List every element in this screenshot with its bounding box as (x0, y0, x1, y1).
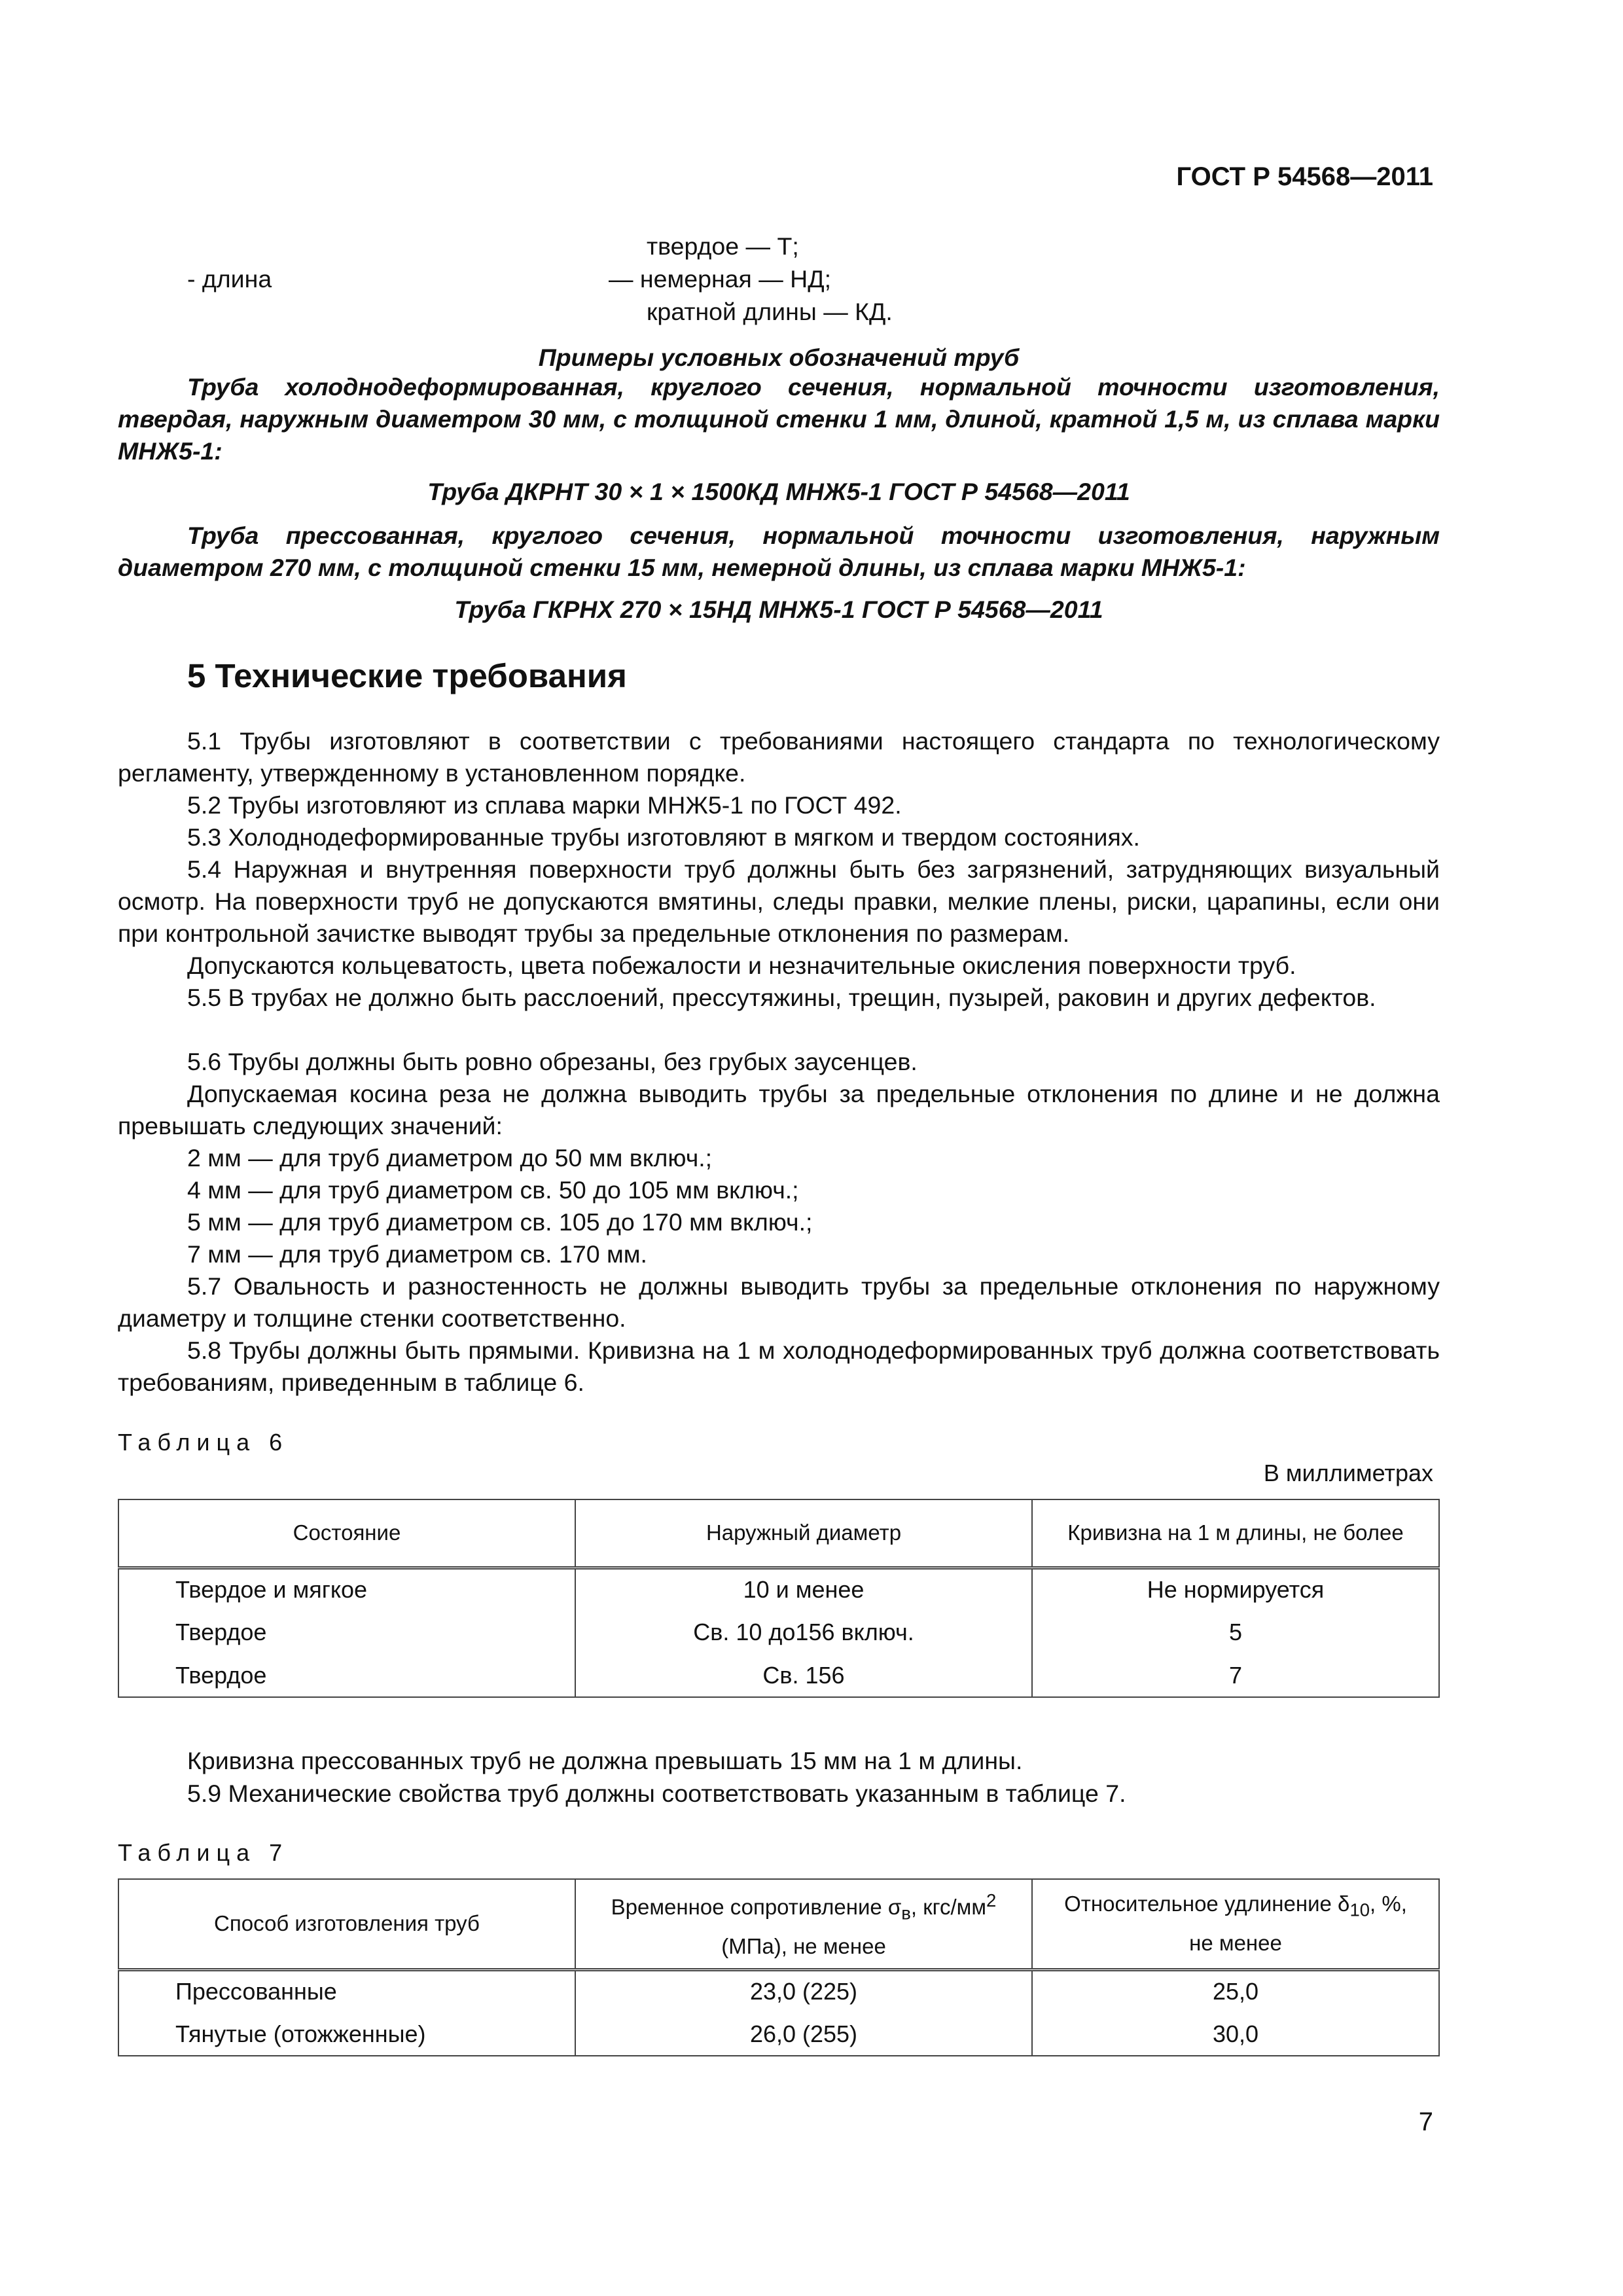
table-cell: Не нормируется (1032, 1568, 1439, 1611)
clause-5-3: 5.3 Холоднодеформированные трубы изготовляют в мягком и твердом состояниях. (187, 823, 1140, 851)
clause-5-5: 5.5 В трубах не должно быть расслоений, прессутяжины, трещин, пузырей, раковин и других дефектов. (187, 984, 1376, 1011)
table-row (118, 1568, 1439, 1611)
table-6-caption: Таблица 6 (118, 1429, 289, 1456)
table-cell: Тянутые (отожженные) (118, 2013, 575, 2056)
header-subscript: в (901, 1903, 911, 1924)
page-number: 7 (1418, 2108, 1433, 2136)
table-row (118, 1969, 1439, 2013)
table-cell: 23,0 (225) (575, 1969, 1032, 2013)
table-7-header (575, 1879, 1032, 1969)
clause-5-6-note: Допускаемая косина реза не должна выводить трубы за предельные отклонения по длине и не должна превышать следующих значений: (118, 1080, 1440, 1139)
examples-title: Примеры условных обозначений труб (538, 344, 1020, 371)
table-6-header: Кривизна на 1 м длины, не более (1032, 1499, 1439, 1568)
clause-5-9: 5.9 Механические свойства труб должны соответствовать указанным в таблице 7. (187, 1780, 1126, 1807)
header-subscript: 10 (1349, 1900, 1370, 1921)
table-cell: Твердое и мягкое (118, 1568, 575, 1611)
header-text: (МПа), не менее (721, 1934, 886, 1959)
clause-5-1: 5.1 Трубы изготовляют в соответствии с требованиями настоящего стандарта по технологическому регламенту, утвержденному в установленном порядке. (118, 727, 1440, 787)
table-cell: Твердое (118, 1654, 575, 1697)
header-text: не менее (1189, 1931, 1282, 1956)
table-6-header: Состояние (118, 1499, 575, 1568)
header-text: , %, (1370, 1892, 1407, 1916)
length-nonmeasured-line: — немерная — НД; (609, 265, 832, 293)
header-text: , кгс/мм (910, 1895, 987, 1920)
table-7-header (1032, 1879, 1439, 1969)
table-7 (118, 1878, 1440, 2056)
table-cell: 5 (1032, 1611, 1439, 1654)
table-7-caption: Таблица 7 (118, 1839, 289, 1866)
table-cell: 26,0 (255) (575, 2013, 1032, 2056)
table-6 (118, 1499, 1440, 1698)
table-row (118, 1654, 1439, 1697)
table-cell: Твердое (118, 1611, 575, 1654)
length-label: - длина (187, 265, 272, 293)
table-row (118, 1611, 1439, 1654)
table-6-header: Наружный диаметр (575, 1499, 1032, 1568)
clause-5-6: 5.6 Трубы должны быть ровно обрезаны, без грубых заусенцев. (187, 1048, 918, 1075)
clause-5-4-note: Допускаются кольцеватость, цвета побежалости и незначительные окисления поверхности труб. (187, 952, 1296, 979)
table-cell: Св. 10 до156 включ. (575, 1611, 1032, 1654)
clause-5-8: 5.8 Трубы должны быть прямыми. Кривизна на 1 м холоднодеформированных труб должна соответствовать требованиям, приведенным в таблице 6. (118, 1336, 1440, 1396)
table-cell: 10 и менее (575, 1568, 1032, 1611)
table-6-units: В миллиметрах (1263, 1460, 1433, 1486)
example-1-text: Труба холоднодеформированная, круглого сечения, нормальной точности изготовления, твердая, наружным диаметром 30 мм, с толщиной стенки 1 мм, длиной, кратной 1,5 м, из сплава марки МНЖ5-1: (118, 373, 1440, 465)
header-text: Относительное удлинение δ (1064, 1892, 1350, 1916)
header-text: Временное сопротивление σ (611, 1895, 902, 1920)
length-multiple-line: кратной длины — КД. (647, 298, 893, 325)
table-cell: Прессованные (118, 1969, 575, 2013)
example-2-text: Труба прессованная, круглого сечения, нормальной точности изготовления, наружным диаметром 270 мм, с толщиной стенки 15 мм, немерной длины, из сплава марки МНЖ5-1: (118, 522, 1440, 581)
clause-5-4: 5.4 Наружная и внутренняя поверхности труб должны быть без загрязнений, затрудняющих визуальный осмотр. На поверхности труб не допускаются вмятины, следы правки, мелкие плены, риски, царапины, если они при контрольной зачистке выводят трубы за предельные отклонения по размерам. (118, 855, 1440, 947)
table-row (118, 2013, 1439, 2056)
table-cell: 30,0 (1032, 2013, 1439, 2056)
clause-5-2: 5.2 Трубы изготовляют из сплава марки МНЖ5-1 по ГОСТ 492. (187, 791, 902, 819)
table-cell: 25,0 (1032, 1969, 1439, 2013)
example-2-code: Труба ГКРНХ 270 × 15НД МНЖ5-1 ГОСТ Р 54568—2011 (454, 596, 1103, 623)
clause-5-7: 5.7 Овальность и разностенность не должны выводить трубы за предельные отклонения по наружному диаметру и толщине стенки соответственно. (118, 1272, 1440, 1332)
table-7-header: Способ изготовления труб (118, 1879, 575, 1969)
list-item: 5 мм — для труб диаметром св. 105 до 170 мм включ.; (187, 1208, 813, 1236)
section-heading: 5 Технические требования (187, 657, 627, 694)
list-item: 2 мм — для труб диаметром до 50 мм включ.; (187, 1144, 713, 1172)
document-code: ГОСТ Р 54568—2011 (1176, 162, 1433, 191)
pressed-curvature-text: Кривизна прессованных труб не должна превышать 15 мм на 1 м длины. (187, 1747, 1023, 1774)
list-item: 7 мм — для труб диаметром св. 170 мм. (187, 1240, 647, 1268)
list-item: 4 мм — для труб диаметром св. 50 до 105 мм включ.; (187, 1176, 799, 1204)
table-cell: Св. 156 (575, 1654, 1032, 1697)
example-1-code: Труба ДКРНТ 30 × 1 × 1500КД МНЖ5-1 ГОСТ Р 54568—2011 (427, 478, 1130, 505)
header-superscript: 2 (986, 1890, 997, 1911)
table-cell: 7 (1032, 1654, 1439, 1697)
hard-state-line: твердое — Т; (647, 232, 799, 260)
